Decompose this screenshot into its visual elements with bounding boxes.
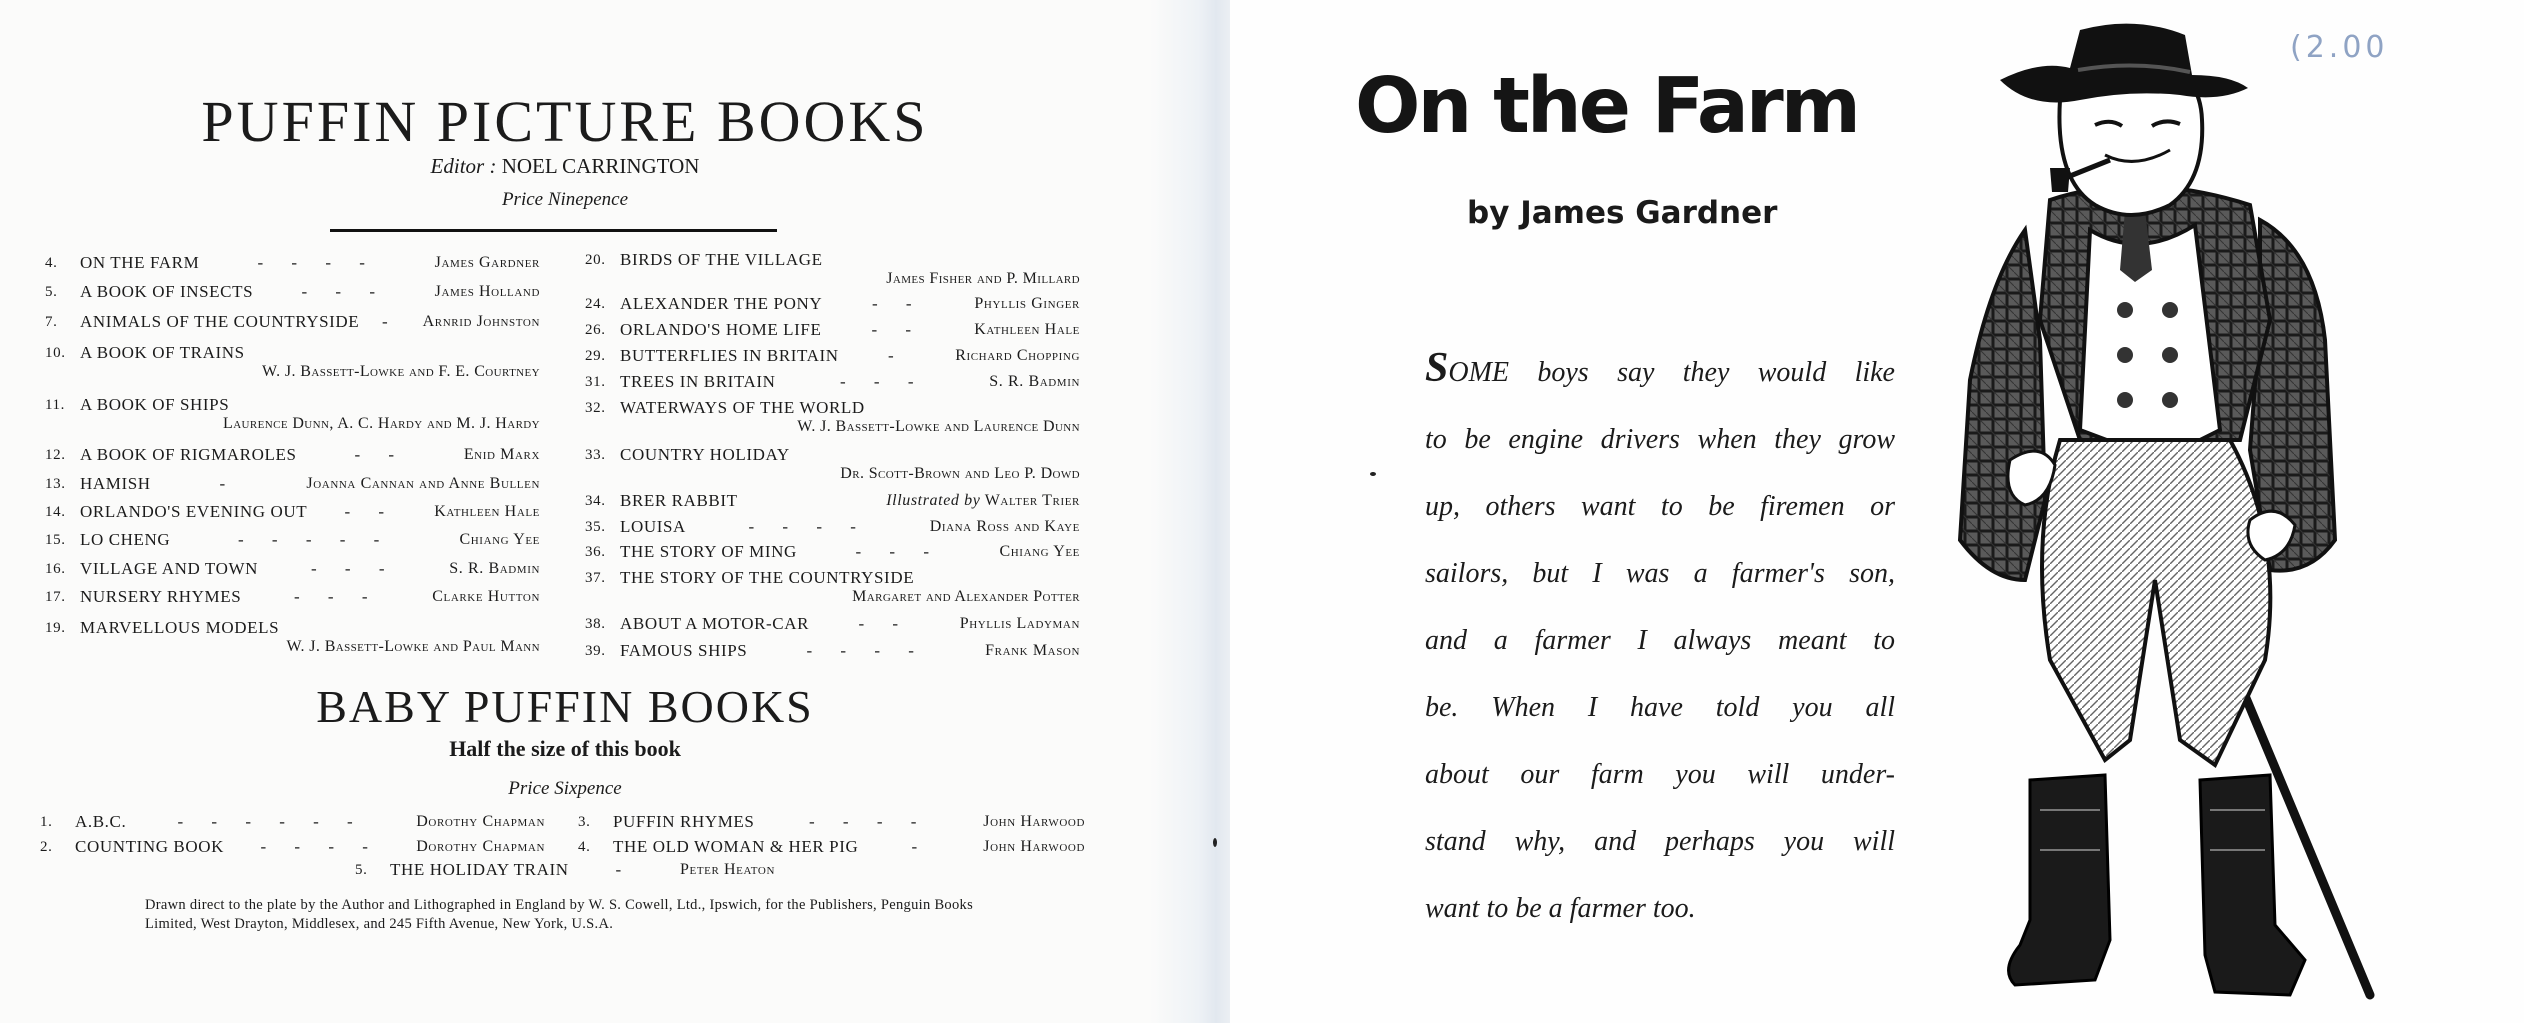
entry-author: Kathleen Hale: [434, 503, 540, 520]
entry-title: WATERWAYS OF THE WORLD: [620, 398, 865, 417]
entry-leader: -: [382, 312, 400, 331]
entry-sub-author: Dr. Scott-Brown and Leo P. Dowd: [840, 465, 1080, 482]
entry-title: ORLANDO'S EVENING OUT: [80, 502, 308, 521]
entry-leader: -: [911, 837, 930, 856]
entry-author: Phyllis Ladyman: [959, 615, 1080, 632]
catalogue-entry: [355, 858, 775, 882]
catalogue-entry: [585, 540, 1080, 564]
entry-title: LO CHENG: [80, 530, 171, 549]
catalogue-entry: [45, 528, 540, 552]
entry-author: Frank Mason: [985, 642, 1080, 659]
catalogue-entry: [585, 318, 1080, 342]
entry-title: TREES IN BRITAIN: [620, 372, 776, 391]
print-speck: [1213, 838, 1217, 847]
entry-author: James Gardner: [434, 254, 540, 271]
editor-line: [0, 154, 1130, 179]
entry-leader: - - - -: [809, 812, 929, 831]
catalogue-entry: [45, 251, 540, 275]
entry-number: 29.: [585, 348, 606, 364]
entry-number: 19.: [45, 620, 66, 636]
entry-number: 5.: [355, 862, 368, 878]
catalogue-entry: [45, 616, 540, 640]
story-line: about our farm you will under-: [1425, 759, 1895, 790]
entry-author: James Holland: [434, 283, 540, 300]
entry-title: BIRDS OF THE VILLAGE: [620, 250, 823, 269]
entry-number: 24.: [585, 296, 606, 312]
handwritten-price-note: (2.00: [2290, 30, 2389, 65]
print-speck: [1370, 472, 1376, 476]
entry-author: Peter Heaton: [680, 861, 775, 878]
entry-title: LOUISA: [620, 517, 686, 536]
catalogue-entry: [585, 248, 1080, 272]
entry-leader: -: [888, 346, 906, 365]
entry-author-name: Walter Trier: [984, 492, 1080, 509]
entry-author: S. R. Badmin: [989, 373, 1080, 390]
entry-author: Kathleen Hale: [974, 321, 1080, 338]
entry-leader: - -: [871, 320, 924, 339]
colophon: Drawn direct to the plate by the Author and Lithographed in England by W. S. Cowell, Ltd., Ipswich, for the Publishers, Penguin Books Limited, West Drayton, Middlesex, and 245 Fifth Avenue, New York, U.S.A.: [145, 897, 974, 932]
entry-leader: - - -: [311, 559, 397, 578]
baby-series-title: BABY PUFFIN BOOKS: [316, 681, 814, 732]
left-page: [0, 0, 1205, 1023]
catalogue-entry: [585, 344, 1080, 368]
catalogue-entry: [45, 472, 540, 496]
entry-leader: - - -: [301, 282, 387, 301]
story-line: and a farmer I always meant to: [1425, 625, 1895, 656]
entry-sub-author: James Fisher and P. Millard: [886, 270, 1080, 287]
drop-cap: S: [1425, 345, 1449, 391]
entry-leader: - -: [354, 445, 407, 464]
entry-title: ABOUT A MOTOR-CAR: [620, 614, 810, 633]
catalogue-entry: [585, 515, 1080, 539]
catalogue-entry: [45, 280, 540, 304]
entry-title: ORLANDO'S HOME LIFE: [620, 320, 822, 339]
entry-author: Phyllis Ginger: [974, 295, 1080, 312]
series-title: PUFFIN PICTURE BOOKS: [201, 89, 929, 154]
entry-title: A.B.C.: [75, 812, 127, 831]
entry-sub-author: W. J. Bassett-Lowke and F. E. Courtney: [262, 363, 540, 380]
catalogue-entry: [45, 393, 540, 417]
baby-series-price: Price Sixpence: [508, 778, 622, 799]
story-line: to be engine drivers when they grow: [1425, 424, 1895, 455]
entry-number: 20.: [585, 252, 606, 268]
entry-title: THE STORY OF MING: [620, 542, 797, 561]
story-title: On the Farm: [1355, 62, 1858, 151]
entry-leader: - - - -: [806, 641, 926, 660]
entry-title: ON THE FARM: [80, 253, 200, 272]
entry-number: 36.: [585, 544, 606, 560]
entry-author: Dorothy Chapman: [416, 813, 545, 830]
entry-number: 3.: [578, 814, 591, 830]
catalogue-entry: [45, 557, 540, 581]
entry-title: A BOOK OF SHIPS: [80, 395, 230, 414]
baby-series-subtitle: Half the size of this book: [449, 736, 681, 761]
entry-author: Dorothy Chapman: [416, 838, 545, 855]
entry-title: MARVELLOUS MODELS: [80, 618, 280, 637]
entry-author: Arnrid Johnston: [422, 313, 540, 330]
entry-number: 35.: [585, 519, 606, 535]
catalogue-entry: [585, 639, 1080, 663]
entry-number: 4.: [45, 255, 58, 271]
catalogue-entry: [45, 500, 540, 524]
entry-author: Richard Chopping: [955, 347, 1080, 364]
catalogue-entry: [585, 566, 1080, 590]
entry-title: A BOOK OF INSECTS: [80, 282, 254, 301]
entry-title: VILLAGE AND TOWN: [80, 559, 259, 578]
entry-leader: - -: [858, 614, 911, 633]
entry-author: Joanna Cannan and Anne Bullen: [306, 475, 540, 492]
entry-title: HAMISH: [80, 474, 151, 493]
story-line: up, others want to be firemen or: [1425, 491, 1895, 522]
entry-leader: -: [219, 474, 238, 493]
entry-author: Enid Marx: [463, 446, 540, 463]
entry-author: [886, 489, 1080, 513]
catalogue-entry: [45, 310, 540, 334]
entry-leader: - - -: [840, 372, 926, 391]
editor-name: NOEL CARRINGTON: [501, 154, 700, 178]
entry-sub-author: Laurence Dunn, A. C. Hardy and M. J. Hardy: [223, 415, 540, 432]
catalogue-entry: [585, 396, 1080, 420]
entry-title: ANIMALS OF THE COUNTRYSIDE: [80, 312, 360, 331]
entry-number: 14.: [45, 504, 66, 520]
catalogue-entry: [585, 612, 1080, 636]
entry-number: 33.: [585, 447, 606, 463]
catalogue-entry: [578, 810, 1085, 834]
catalogue-entry: [45, 341, 540, 365]
story-line: want to be a farmer too.: [1425, 893, 1696, 924]
entry-title: BUTTERFLIES IN BRITAIN: [620, 346, 839, 365]
entry-number: 7.: [45, 314, 58, 330]
farmer-illustration: [1930, 20, 2410, 1010]
title-rule: [330, 229, 777, 232]
editor-label: Editor :: [430, 154, 497, 178]
story-byline: by James Gardner: [1467, 195, 1778, 231]
entry-number: 34.: [585, 493, 606, 509]
entry-number: 39.: [585, 643, 606, 659]
entry-number: 10.: [45, 345, 66, 361]
entry-number: 1.: [40, 814, 53, 830]
illustrated-by-label: Illustrated by: [886, 492, 981, 509]
story-text: [1425, 335, 1895, 942]
catalogue-entry: [585, 370, 1080, 394]
entry-title: THE HOLIDAY TRAIN: [390, 860, 569, 879]
catalogue-entry: [585, 443, 1080, 467]
entry-title: PUFFIN RHYMES: [613, 812, 755, 831]
entry-number: 17.: [45, 589, 66, 605]
story-line: sailors, but I was a farmer's son,: [1425, 558, 1895, 589]
entry-leader: -: [615, 860, 634, 879]
entry-leader: - - - -: [260, 837, 380, 856]
entry-author: S. R. Badmin: [449, 560, 540, 577]
entry-title: A BOOK OF TRAINS: [80, 343, 245, 362]
entry-title: THE STORY OF THE COUNTRYSIDE: [620, 568, 915, 587]
entry-leader: - - - -: [748, 517, 868, 536]
entry-title: COUNTING BOOK: [75, 837, 224, 856]
entry-author: Diana Ross and Kaye: [929, 518, 1080, 535]
entry-sub-author: W. J. Bassett-Lowke and Paul Mann: [286, 638, 540, 655]
entry-title: COUNTRY HOLIDAY: [620, 445, 790, 464]
story-line: SOME boys say they would like: [1425, 345, 1895, 391]
entry-number: 15.: [45, 532, 66, 548]
catalogue-entry: [45, 443, 540, 467]
entry-leader: - - - - - -: [177, 812, 365, 831]
entry-author: Chiang Yee: [999, 543, 1080, 560]
entry-title: A BOOK OF RIGMAROLES: [80, 445, 297, 464]
entry-title: THE OLD WOMAN & HER PIG: [613, 837, 859, 856]
entry-number: 38.: [585, 616, 606, 632]
entry-leader: - -: [872, 294, 924, 313]
story-line: be. When I have told you all: [1425, 692, 1895, 723]
entry-number: 11.: [45, 397, 65, 413]
entry-number: 31.: [585, 374, 606, 390]
entry-number: 4.: [578, 839, 591, 855]
entry-author: John Harwood: [983, 813, 1085, 830]
entry-title: ALEXANDER THE PONY: [620, 294, 823, 313]
entry-leader: - - - - -: [238, 530, 392, 549]
entry-number: 37.: [585, 570, 606, 586]
entry-number: 13.: [45, 476, 66, 492]
entry-leader: - -: [344, 502, 397, 521]
entry-number: 32.: [585, 400, 606, 416]
entry-number: 2.: [40, 839, 53, 855]
catalogue-entry: [585, 489, 1080, 513]
catalogue-entry: [40, 810, 545, 834]
entry-leader: - - -: [855, 542, 941, 561]
catalogue-entry: [585, 292, 1080, 316]
catalogue-entry: [40, 835, 545, 859]
entry-sub-author: W. J. Bassett-Lowke and Laurence Dunn: [797, 418, 1080, 435]
entry-leader: - - -: [294, 587, 380, 606]
entry-author: Clarke Hutton: [432, 588, 540, 605]
entry-number: 16.: [45, 561, 66, 577]
entry-leader: - - - -: [257, 253, 377, 272]
story-line: stand why, and perhaps you will: [1425, 826, 1895, 857]
entry-title: FAMOUS SHIPS: [620, 641, 748, 660]
entry-number: 12.: [45, 447, 66, 463]
entry-author: John Harwood: [983, 838, 1085, 855]
entry-author: Chiang Yee: [459, 531, 540, 548]
catalogue-entry: [45, 585, 540, 609]
entry-title: BRER RABBIT: [620, 491, 738, 510]
catalogue-entry: [578, 835, 1085, 859]
entry-number: 5.: [45, 284, 58, 300]
series-price: Price Ninepence: [501, 189, 629, 210]
entry-sub-author: Margaret and Alexander Potter: [852, 588, 1080, 605]
entry-title: NURSERY RHYMES: [80, 587, 242, 606]
entry-number: 26.: [585, 322, 606, 338]
